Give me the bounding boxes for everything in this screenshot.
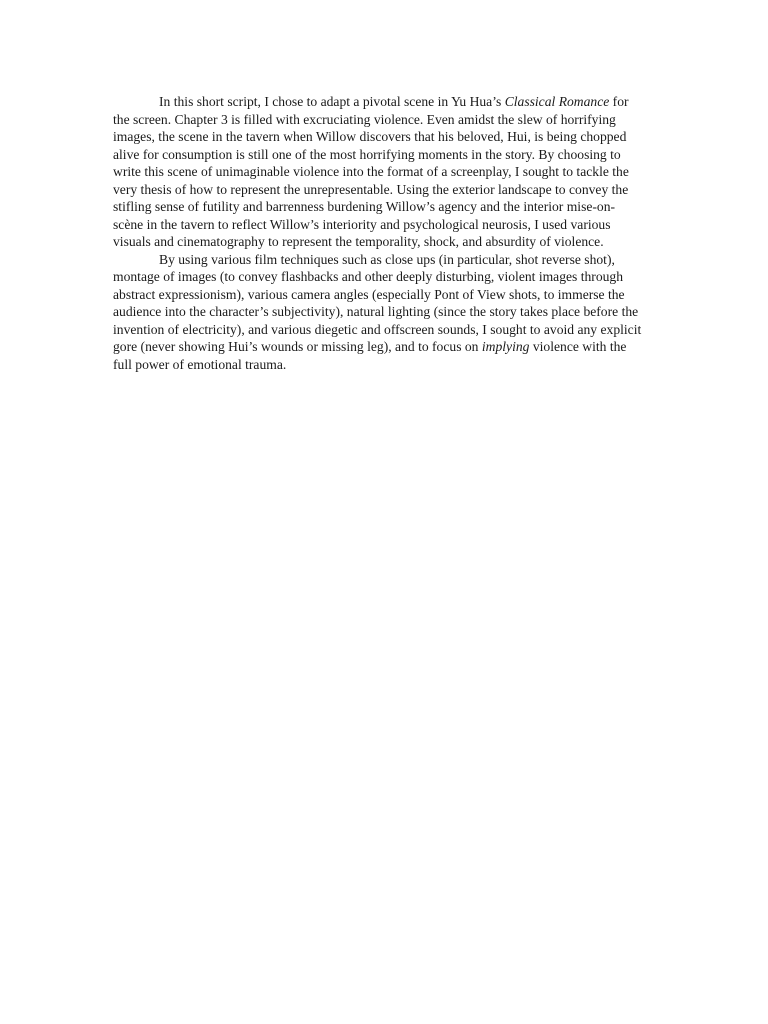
paragraph-1-text-a: In this short script, I chose to adapt a pivotal scene in Yu Hua’s — [159, 94, 505, 109]
paragraph-1 — [113, 93, 643, 251]
paragraph-2-text-a: By using various film techniques such as close ups (in particular, shot reverse shot), montage of images (to convey flashbacks and other deeply disturbing, violent images through abstract expressionism), various camera angles (especially Pont of View shots, to immerse the audience into the character’s subjectivity), natural lighting (since the story takes place before the invention of electricity), and various diegetic and offscreen sounds, I sought to avoid any explicit gore (never showing Hui’s wounds or missing leg), and to focus on — [113, 251, 642, 354]
paragraph-2-text-b: violence with the full power of emotional trauma. — [113, 339, 627, 372]
body-text — [113, 93, 643, 373]
paragraph-2 — [113, 251, 643, 374]
emphasis-italic: implying — [481, 339, 530, 354]
book-title-italic: Classical Romance — [504, 94, 610, 109]
paragraph-1-text-b: for the screen. Chapter 3 is filled with excruciating violence. Even amidst the slew of horrifying images, the scene in the tavern when Willow discovers that his beloved, Hui, is being chopped alive for consumption is still one of the most horrifying moments in the story. By choosing to write this scene of unimaginable violence into the format of a screenplay, I sought to tackle the very thesis of how to represent the unrepresentable. Using the exterior landscape to convey the stifling sense of futility and barrenness burdening Willow’s agency and the interior mise-on-scène in the tavern to reflect Willow’s interiority and psychological neurosis, I used various visuals and cinematography to represent the temporality, shock, and absurdity of violence. — [113, 94, 629, 249]
